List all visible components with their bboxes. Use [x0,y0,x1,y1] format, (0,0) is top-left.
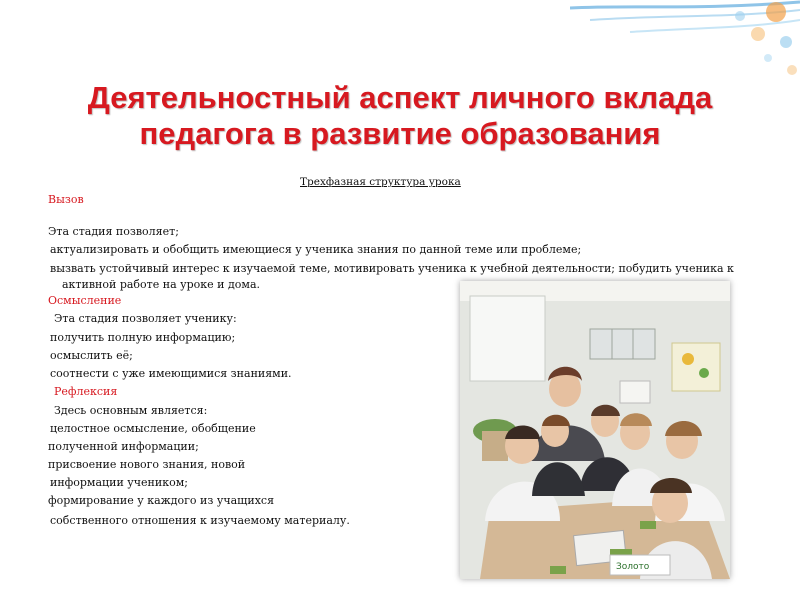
slide-title [20,80,780,152]
stage1-heading: Вызов [48,193,84,206]
stage3-line-6: собственного отношения к изучаемому материалу. [50,514,350,527]
stage2-intro: Эта стадия позволяет ученику: [54,312,237,325]
stage3-line-4: информации учеником; [50,476,188,489]
stage2-item-3: соотнести с уже имеющимися знаниями. [50,367,292,380]
stage2-item-2: осмыслить её; [50,349,133,362]
stage3-line-1: целостное осмысление, обобщение [50,422,256,435]
stage2-item-1: получить полную информацию; [50,331,236,344]
photo-caption: Золото [616,562,650,572]
stage3-heading: Рефлексия [54,385,118,398]
title-line-1: Деятельностный аспект личного вклада [87,80,713,115]
stage2-heading: Осмысление [48,294,122,307]
stage3-line-3: присвоение нового знания, новой [48,458,246,471]
stage1-item-2: вызвать устойчивый интерес к изучаемой теме, мотивировать ученика к учебной деятельности; побудить ученика к активной работе на уроке и дома. [50,262,734,291]
slide-subtitle: Трехфазная структура урока [300,176,461,188]
classroom-photo [460,281,730,579]
stage3-line-5: формирование у каждого из учащихся [48,494,275,507]
stage1-intro: Эта стадия позволяет; [48,225,179,238]
title-line-2: педагога в развитие образования [139,116,661,151]
stage3-line-2: полученной информации; [48,440,199,453]
stage3-intro: Здесь основным является: [54,404,208,417]
stage1-item-1: актуализировать и обобщить имеющиеся у ученика знания по данной теме или проблеме; [50,243,582,256]
